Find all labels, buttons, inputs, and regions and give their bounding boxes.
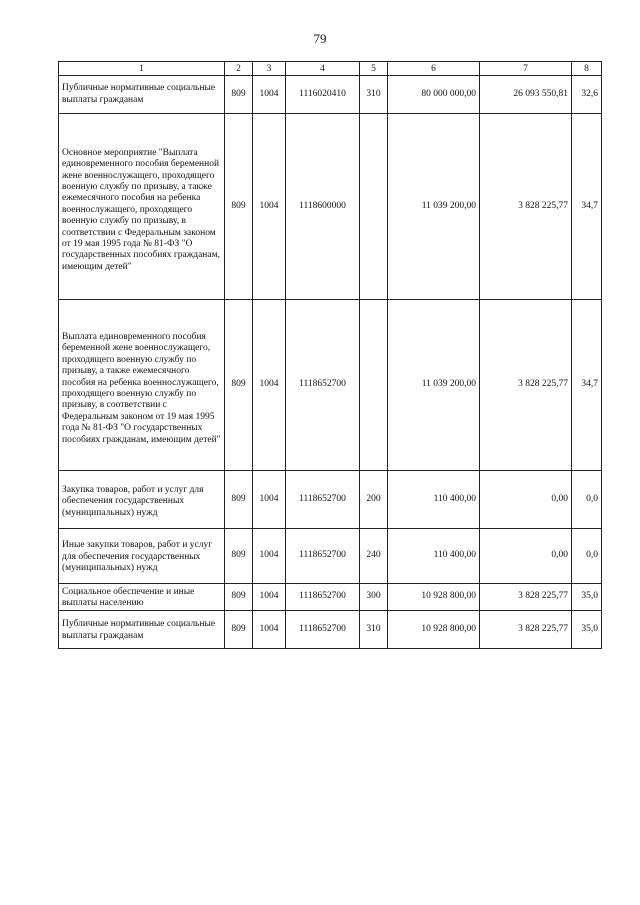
cell-plan: 110 400,00 bbox=[388, 471, 480, 529]
column-header: 2 bbox=[225, 62, 253, 76]
cell-plan: 10 928 800,00 bbox=[388, 611, 480, 649]
column-header: 5 bbox=[360, 62, 388, 76]
cell-target-article: 1118652700 bbox=[286, 300, 360, 471]
cell-percent: 35,0 bbox=[572, 611, 602, 649]
cell-section: 1004 bbox=[253, 471, 286, 529]
cell-expense-type bbox=[360, 114, 388, 300]
cell-actual: 3 828 225,77 bbox=[480, 584, 572, 611]
cell-target-article: 1116020410 bbox=[286, 76, 360, 114]
table-row bbox=[59, 611, 602, 649]
cell-code: 809 bbox=[225, 76, 253, 114]
table-row bbox=[59, 471, 602, 529]
cell-target-article: 1118652700 bbox=[286, 611, 360, 649]
cell-section: 1004 bbox=[253, 300, 286, 471]
cell-actual: 3 828 225,77 bbox=[480, 300, 572, 471]
cell-section: 1004 bbox=[253, 529, 286, 584]
cell-section: 1004 bbox=[253, 611, 286, 649]
column-header: 1 bbox=[59, 62, 225, 76]
column-header: 8 bbox=[572, 62, 602, 76]
cell-expense-type: 240 bbox=[360, 529, 388, 584]
cell-expense-type: 200 bbox=[360, 471, 388, 529]
row-name: Публичные нормативные социальные выплаты гражданам bbox=[59, 76, 225, 114]
cell-plan: 11 039 200,00 bbox=[388, 300, 480, 471]
cell-actual: 0,00 bbox=[480, 471, 572, 529]
cell-target-article: 1118652700 bbox=[286, 471, 360, 529]
row-name: Выплата единовременного пособия беременной жене военнослужащего, проходящего военную службу по призыву, а также ежемесячного пособия на ребенка военнослужащего, проходящего военную службу по призыву, в соответствии с Федеральным законом от 19 мая 1995 года № 81-ФЗ "О государственных пособиях гражданам, имеющим детей" bbox=[59, 300, 225, 471]
cell-plan: 10 928 800,00 bbox=[388, 584, 480, 611]
cell-plan: 80 000 000,00 bbox=[388, 76, 480, 114]
row-name: Иные закупки товаров, работ и услуг для обеспечения государственных (муниципальных) нужд bbox=[59, 529, 225, 584]
cell-code: 809 bbox=[225, 529, 253, 584]
page-number: 79 bbox=[313, 31, 327, 46]
column-header: 3 bbox=[253, 62, 286, 76]
row-name: Закупка товаров, работ и услуг для обеспечения государственных (муниципальных) нужд bbox=[59, 471, 225, 529]
cell-actual: 0,00 bbox=[480, 529, 572, 584]
column-header: 6 bbox=[388, 62, 480, 76]
cell-percent: 0,0 bbox=[572, 529, 602, 584]
cell-actual: 26 093 550,81 bbox=[480, 76, 572, 114]
cell-code: 809 bbox=[225, 300, 253, 471]
cell-percent: 34,7 bbox=[572, 114, 602, 300]
table-row bbox=[59, 300, 602, 471]
cell-section: 1004 bbox=[253, 76, 286, 114]
cell-target-article: 1118600000 bbox=[286, 114, 360, 300]
cell-code: 809 bbox=[225, 471, 253, 529]
cell-percent: 0,0 bbox=[572, 471, 602, 529]
cell-expense-type: 310 bbox=[360, 611, 388, 649]
cell-actual: 3 828 225,77 bbox=[480, 611, 572, 649]
column-header: 7 bbox=[480, 62, 572, 76]
cell-plan: 110 400,00 bbox=[388, 529, 480, 584]
cell-code: 809 bbox=[225, 114, 253, 300]
table-row bbox=[59, 114, 602, 300]
table-row bbox=[59, 76, 602, 114]
cell-code: 809 bbox=[225, 611, 253, 649]
row-name: Основное мероприятие "Выплата единовременного пособия беременной жене военнослужащего, проходящего военную службу по призыву, а также ежемесячного пособия на ребенка военнослужащего, проходящего военную службу по призыву, в соответствии с Федеральным законом от 19 мая 1995 года № 81-ФЗ "О государственных пособиях гражданам, имеющим детей" bbox=[59, 114, 225, 300]
row-name: Социальное обеспечение и иные выплаты населению bbox=[59, 584, 225, 611]
cell-expense-type: 300 bbox=[360, 584, 388, 611]
table-header-row bbox=[59, 62, 602, 76]
cell-expense-type bbox=[360, 300, 388, 471]
cell-section: 1004 bbox=[253, 584, 286, 611]
cell-target-article: 1118652700 bbox=[286, 529, 360, 584]
row-name: Публичные нормативные социальные выплаты гражданам bbox=[59, 611, 225, 649]
cell-section: 1004 bbox=[253, 114, 286, 300]
budget-table bbox=[58, 61, 602, 649]
cell-percent: 35,0 bbox=[572, 584, 602, 611]
cell-target-article: 1118652700 bbox=[286, 584, 360, 611]
cell-code: 809 bbox=[225, 584, 253, 611]
table-row bbox=[59, 584, 602, 611]
cell-percent: 32,6 bbox=[572, 76, 602, 114]
cell-actual: 3 828 225,77 bbox=[480, 114, 572, 300]
table-row bbox=[59, 529, 602, 584]
cell-expense-type: 310 bbox=[360, 76, 388, 114]
cell-plan: 11 039 200,00 bbox=[388, 114, 480, 300]
column-header: 4 bbox=[286, 62, 360, 76]
cell-percent: 34,7 bbox=[572, 300, 602, 471]
